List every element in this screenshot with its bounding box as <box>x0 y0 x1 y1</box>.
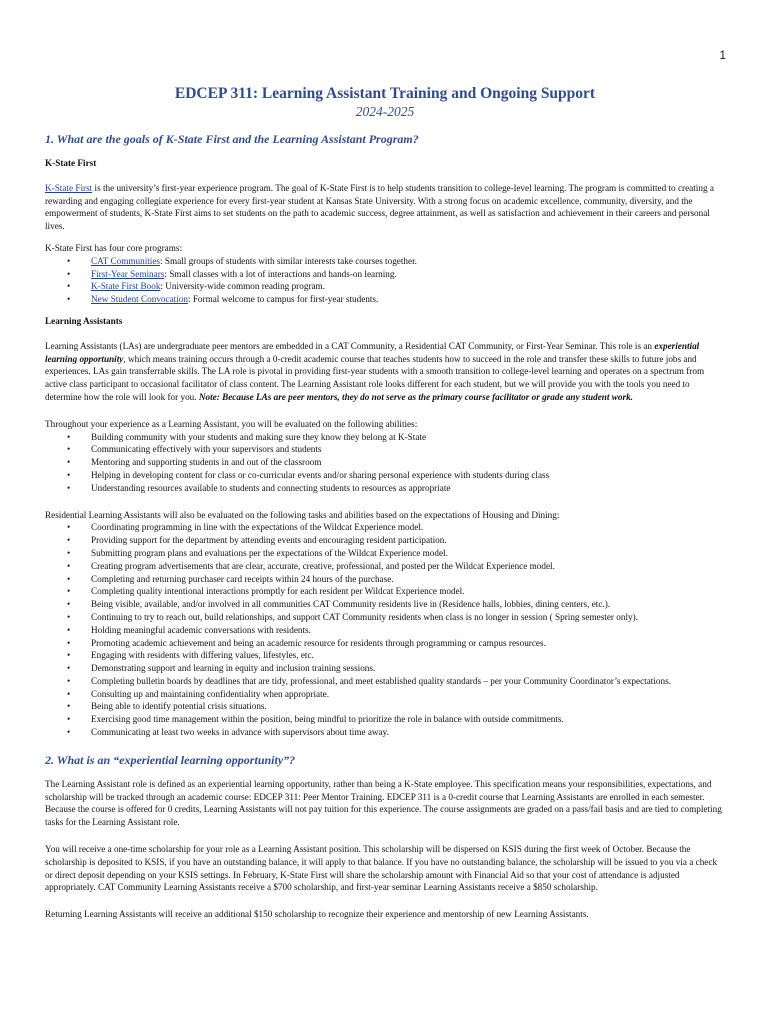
list-item: • Holding meaningful academic conversations with residents. <box>67 624 311 635</box>
residential-list <box>45 521 725 739</box>
section-2-heading: 2. What is an “experiential learning opportunity”? <box>45 752 296 767</box>
list-item: • CAT Communities: Small groups of students with similar interests take courses together. <box>67 255 417 266</box>
list-item: • Providing support for the department by attending events and encouraging resident participation. <box>67 535 447 546</box>
list-item-text: Creating program advertisements that are clear, accurate, creative, professional, and posted per the Wildcat Experience model. <box>91 560 555 571</box>
list-item: • K-State First Book: University-wide common reading program. <box>67 281 325 292</box>
evaluation-list <box>45 431 725 495</box>
list-item-text: Exercising good time management within the position, being mindful to prioritize the role in balance with outside commitments. <box>91 714 564 725</box>
kstate-first-paragraph <box>45 182 725 233</box>
list-item-text: Building community with your students and making sure they know they belong at K-State <box>91 431 427 442</box>
list-item: • Promoting academic achievement and being an academic resource for residents through programming or campus resources. <box>67 637 546 648</box>
kstate-first-text: is the university’s first-year experience program. The goal of K-State First is to help students transition to college-level learning. The program is committed to creating a rewarding and engaging collegiate experience for every first-year student at Kansas State University. With a strong focus on academic excellence, community, diversity, and the empowerment of students, K-State First aims to set students on the path to academic success, degree attainment, as well as satisfaction and achievement in their careers and personal lives. <box>45 182 714 232</box>
section-2-paragraph-2: You will receive a one-time scholarship for your role as a Learning Assistant position. This scholarship will be dispersed on KSIS during the first week of October. Because the scholarship is deposited to KSIS, if you have an outstanding balance, it will apply to that balance. If you have no outstanding balance, the scholarship will be issued to you via a check or direct deposit depending on your KSIS settings. In February, K-State First will share the scholarship amount with Financial Aid so that your cost of attendance is adjusted appropriately. CAT Community Learning Assistants receive a $700 scholarship, and first-year seminar Learning Assistants receive a $850 scholarship. <box>45 844 718 893</box>
list-item: • Demonstrating support and learning in equity and inclusion training sessions. <box>67 663 376 674</box>
core-programs-list <box>45 255 725 306</box>
list-item: • Submitting program plans and evaluations per the expectations of the Wildcat Experience model. <box>67 547 448 558</box>
list-item-text: Providing support for the department by attending events and encouraging resident participation. <box>91 535 447 546</box>
list-item-text: Holding meaningful academic conversations with residents. <box>91 624 311 635</box>
list-item-text: Being able to identify potential crisis situations. <box>91 701 267 712</box>
kstate-first-link[interactable]: K-State First <box>45 182 93 193</box>
list-item-text: Understanding resources available to students and connecting students to resources as appropriate <box>91 482 451 493</box>
section-2-paragraph-1: The Learning Assistant role is defined as an experiential learning opportunity, rather than being a K-State employee. This specification means your responsibilities, expectations, and scholarship will be tracked through an academic course: EDCEP 311: Peer Mentor Training. EDCEP 311 is a 0-credit course that Learning Assistants are enrolled in each semester. Because the course is offered for 0 credits, Learning Assistants will not pay tuition for this experience. The course assignments are graded on a pass/fail basis and are tied to completing tasks for the Learning Assistant role. <box>45 778 722 828</box>
list-item: • Being visible, available, and/or involved in all communities CAT Community residents live in (Residence halls, lobbies, dining centers, etc.). <box>67 599 611 610</box>
list-item-text: Helping in developing content for class or co-curricular events and/or sharing personal experience with students during class <box>91 469 550 480</box>
learning-assistants-paragraph: Learning Assistants (LAs) are undergraduate peer mentors are embedded in a CAT Community, a Residential CAT Community, or First-Year Seminar. This role is an experiential learning opportunity, which means training occurs through a 0-credit academic course that teaches students how to succeed in the role and transfer these skills to future jobs and experiences. LAs gain transferrable skills. The LA role is pivotal in providing first-year students with a smooth transition to college-level learning and operates on a spectrum from active class participant to occasional facilitator of class content. The Learning Assistant role looks different for each student, but we will provide you with the tools you need to determine how the role will look for you. Note: Because LAs are peer mentors, they do not serve as the primary course facilitator or grade any student work. <box>45 340 705 402</box>
new-student-convocation-link[interactable]: New Student Convocation <box>91 294 188 305</box>
document-body <box>45 84 725 930</box>
evaluation-intro: Throughout your experience as a Learning Assistant, you will be evaluated on the following abilities: <box>45 418 418 429</box>
core-programs-intro: K-State First has four core programs: <box>45 242 183 253</box>
list-item: • Engaging with residents with differing values, lifestyles, etc. <box>67 650 314 661</box>
list-item-text: Communicating at least two weeks in advance with supervisors about time away. <box>91 727 389 738</box>
list-item-text: Completing and returning purchaser card receipts within 24 hours of the purchase. <box>91 573 394 584</box>
list-item: • Completing quality intentional interactions promptly for each resident per Wildcat Experience model. <box>67 586 465 597</box>
list-item-text: Completing bulletin boards by deadlines that are tidy, professional, and meet established quality standards – per your Community Coordinator’s expectations. <box>91 675 671 686</box>
list-item-text: Promoting academic achievement and being an academic resource for residents through programming or campus resources. <box>91 637 546 648</box>
kstate-first-book-link[interactable]: K-State First Book <box>91 281 161 292</box>
list-item: • Communicating at least two weeks in advance with supervisors about time away. <box>67 727 389 738</box>
list-item-text: Being visible, available, and/or involved in all communities CAT Community residents live in (Residence halls, lobbies, dining centers, etc.). <box>91 599 611 610</box>
first-year-seminars-link[interactable]: First-Year Seminars <box>91 268 165 279</box>
list-item-text: Submitting program plans and evaluations per the expectations of the Wildcat Experience model. <box>91 547 448 558</box>
list-item: • Understanding resources available to students and connecting students to resources as appropriate <box>67 482 451 493</box>
list-item: • Helping in developing content for class or co-curricular events and/or sharing personal experience with students during class <box>67 469 550 480</box>
list-item: • Creating program advertisements that are clear, accurate, creative, professional, and posted per the Wildcat Experience model. <box>67 560 555 571</box>
list-item: • Communicating effectively with your supervisors and students <box>67 444 322 455</box>
list-item-text: Completing quality intentional interactions promptly for each resident per Wildcat Experience model. <box>91 586 465 597</box>
cat-communities-link[interactable]: CAT Communities <box>91 255 160 266</box>
list-item-text: Mentoring and supporting students in and out of the classroom <box>91 457 322 468</box>
list-item-text: Coordinating programming in line with the expectations of the Wildcat Experience model. <box>91 522 424 533</box>
list-item: • Completing bulletin boards by deadlines that are tidy, professional, and meet established quality standards – per your Community Coordinator’s expectations. <box>67 675 671 686</box>
list-item-text: Communicating effectively with your supervisors and students <box>91 444 322 455</box>
list-item-text: Consulting up and maintaining confidentiality when appropriate. <box>91 688 330 699</box>
list-item: • Coordinating programming in line with the expectations of the Wildcat Experience model. <box>67 522 424 533</box>
list-item: • Continuing to try to reach out, build relationships, and support CAT Community residents when class is no longer in session ( Spring semester only). <box>67 611 638 622</box>
list-item: • New Student Convocation: Formal welcome to campus for first-year students. <box>67 294 379 305</box>
list-item: • Being able to identify potential crisis situations. <box>67 701 267 712</box>
learning-assistants-heading: Learning Assistants <box>45 315 123 326</box>
kstate-first-heading: K-State First <box>45 158 97 168</box>
list-item: • Consulting up and maintaining confidentiality when appropriate. <box>67 688 330 699</box>
page-number: 1 <box>719 48 726 62</box>
list-item: • Mentoring and supporting students in and out of the classroom <box>67 457 322 468</box>
document-title: EDCEP 311: Learning Assistant Training and Ongoing Support <box>174 85 596 102</box>
section-1-heading: 1. What are the goals of K-State First and the Learning Assistant Program? <box>45 132 419 146</box>
document-subtitle: 2024-2025 <box>355 104 415 119</box>
list-item-text: Engaging with residents with differing values, lifestyles, etc. <box>91 650 314 661</box>
list-item: • Building community with your students and making sure they know they belong at K-State <box>67 431 427 442</box>
list-item: • First-Year Seminars: Small classes with a lot of interactions and hands-on learning. <box>67 268 397 279</box>
list-item: • Completing and returning purchaser card receipts within 24 hours of the purchase. <box>67 573 394 584</box>
list-item: • Exercising good time management within the position, being mindful to prioritize the role in balance with outside commitments. <box>67 714 564 725</box>
section-2-paragraph-3: Returning Learning Assistants will receive an additional $150 scholarship to recognize their experience and mentorship of new Learning Assistants. <box>45 909 589 920</box>
list-item-text: Demonstrating support and learning in equity and inclusion training sessions. <box>91 663 376 674</box>
residential-intro: Residential Learning Assistants will also be evaluated on the following tasks and abilities based on the expectations of Housing and Dining: <box>45 509 560 520</box>
list-item-text: Continuing to try to reach out, build relationships, and support CAT Community residents when class is no longer in session ( Spring semester only). <box>91 611 638 622</box>
